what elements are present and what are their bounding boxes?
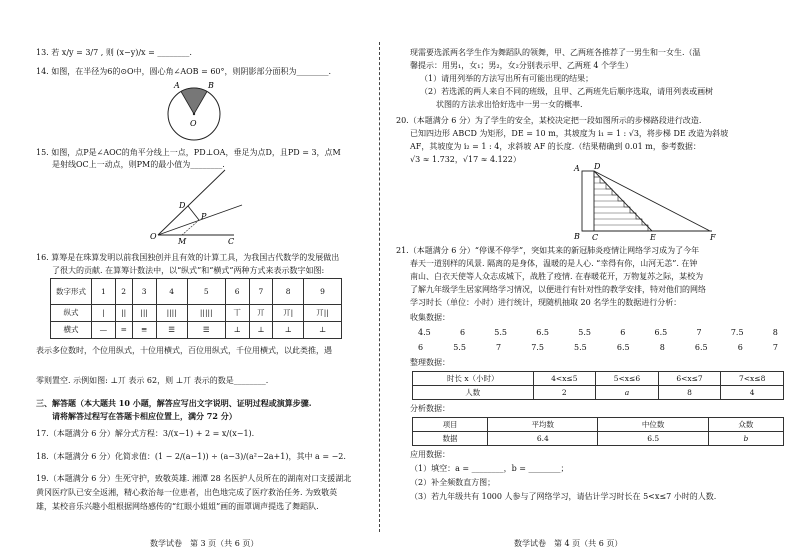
question-21-line4: 了解九年级学生居家网络学习情况，以便进行有针对性的教学安排，特对他们的网络 [410,285,706,294]
question-16-line4: 零则置空. 示例如图: ⊥丌 表示 62，则 ⊥丌 表示的数是________. [36,376,269,385]
rod-heng-cell: — [92,322,116,339]
figure-15-angle [150,165,250,247]
rod-heng-cell: ☰ [156,322,187,339]
sub-question-1: （1）填空：a = ________，b = ________； [410,464,569,473]
ana-cell: 数据 [413,432,488,446]
analyze-table [412,417,784,446]
question-20-line4: √3 ≈ 1.732，√17 ≈ 4.122） [410,155,521,164]
rod-heng-cell: ⊥ [225,322,249,339]
analyze-data-label: 分析数据： [410,404,450,413]
table-digit-cell: 2 [115,279,132,305]
table-digit-cell: 8 [273,279,304,305]
data-value: 5.5 [453,343,466,352]
data-value: 6.5 [654,328,668,337]
data-value: 6.5 [536,328,549,337]
organize-table [412,371,784,400]
data-row-2 [418,343,778,353]
org-cell: 8 [658,386,721,400]
ana-header-cell: 中位数 [598,418,708,432]
ana-cell: b [708,432,783,446]
fig20-label-a: A [574,164,580,173]
fig15-label-p: P [201,212,207,221]
table-heng-header: 横式 [51,322,92,339]
organize-data-label: 整理数据： [410,358,450,367]
table-digit-cell: 9 [304,279,342,305]
sub-question-2: （2）补全频数直方图； [410,478,496,487]
section-3-title-line1: 三、解答题（本大题共 10 小题，解答应写出文字说明、证明过程或演算步骤. [36,398,312,408]
rod-heng-cell: ═ [115,322,132,339]
rod-zong-cell: 丌 [249,305,273,322]
question-19-line1: 19.（本题满分 6 分）生死守护，致敬英雄. 湘潭 28 名医护人员所在的湖南对口支援湖北 [36,474,352,483]
table-digit-cell: 7 [249,279,273,305]
org-header-cell: 6<x≤7 [658,372,721,386]
data-value: 8 [772,328,778,337]
question-20-line2: 已知四边形 ABCD 为矩形，DE = 10 m，其坡度为 i₁ = 1 : √3，将步梯 DE 改造为斜坡 [410,129,729,138]
data-value: 4.5 [418,328,431,337]
right-footer: 数学试卷 第 4 页（共 6 页） [514,539,623,548]
data-value: 7 [696,328,702,337]
counting-rod-table [50,278,342,339]
section-3-title-line2: 请将解答过程写在答题卡相应位置上，满分 72 分） [52,411,237,421]
rod-zong-cell: 丅 [225,305,249,322]
figure-14-circle [162,78,232,156]
fig14-label-a: A [174,81,180,90]
fig20-label-d: D [594,163,601,171]
fig14-label-o: O [190,119,197,128]
table-digit-cell: 1 [92,279,116,305]
figure-20-stairs [572,163,722,241]
org-header-cell: 4<x≤5 [533,372,596,386]
org-header-cell: 时长 x（小时） [413,372,534,386]
question-16-line3: 表示多位数时，个位用纵式，十位用横式，百位用纵式，千位用横式，以此类推，遇 [36,346,332,355]
question-21-line2: 春天一道别样的风景. 隔离的是身体，温暖的是人心. “幸得有你，山河无恙”. 在钟 [410,259,698,268]
data-value: 5.5 [574,343,587,352]
ana-cell: 6.4 [488,432,598,446]
data-value: 6 [620,328,626,337]
question-21-line5: 学习时长（单位：小时）进行统计，现随机抽取 20 名学生的数据进行分析： [410,298,682,307]
q19-cont-line2: 馨提示：用男₁，女₁；男₂，女₂分别表示甲、乙两班 4 个学生） [410,61,634,70]
question-19-line2: 黄冈医疗队已安全返湘，精心救治每一位患者，出色地完成了医疗救治任务. 为致敬英 [36,488,338,497]
rod-zong-cell: ||||| [187,305,225,322]
question-19-line3: 雄，某校音乐兴趣小组根据网络感传的“红眼小姐姐”画的面罩调声提选了舞蹈队. [36,502,319,511]
table-digit-cell: 5 [187,279,225,305]
fig20-label-f: F [710,233,716,241]
data-value: 5.5 [494,328,508,337]
question-16-line2: 了很大的贡献. 在算筹计数法中，以“纵式”和“横式”两种方式来表示数字如图: [52,266,325,275]
ana-header-cell: 项目 [413,418,488,432]
question-13: 13. 若 x/y = 3/7 , 则 (x−y)/x = ________. [36,48,192,57]
data-value: 5.5 [578,328,591,337]
fig15-label-o: O [150,232,157,241]
ana-cell: 6.5 [598,432,708,446]
question-20-line3: AF，其坡度为 i₂ = 1 : 4，求斜坡 AF 的长度.（结果精确到 0.01 m，参考数据： [410,142,701,151]
left-page [0,0,380,560]
org-cell: 4 [721,386,784,400]
left-footer: 数学试卷 第 3 页（共 6 页） [150,539,259,548]
question-17: 17.（本题满分 6 分）解分式方程：3/(x−1) + 2 = x/(x−1). [36,429,255,438]
right-page [384,0,794,560]
sub-question-3: （3）若九年级共有 1000 人参与了网络学习，请估计学习时长在 5<x≤7 小时的人数. [410,492,717,501]
question-16-line1: 16. 算筹是在珠算发明以前我国独创并且有效的计算工具，为我国古代数学的发展做出 [36,253,340,262]
data-value: 6.5 [694,343,708,352]
org-cell: 2 [533,386,596,400]
rod-heng-cell: ⊥ [304,322,342,339]
rod-heng-cell: ☰ [187,322,225,339]
table-digit-cell: 3 [132,279,156,305]
data-row-1 [418,328,778,338]
rod-zong-cell: || [115,305,132,322]
fig15-label-d: D [179,201,186,210]
data-value: 7.5 [531,343,544,352]
fig15-label-c: C [228,237,235,246]
rod-heng-cell: ≡ [132,322,156,339]
question-21-line3: 南山、白衣天使等人众志成城下，战胜了疫情. 在春暖花开，万物复苏之际，某校为 [410,272,704,281]
ana-header-cell: 众数 [708,418,783,432]
fig14-label-b: B [208,81,214,90]
fig20-label-c: C [592,233,599,241]
question-18: 18.（本题满分 6 分）化简求值：(1 − 2/(a−1)) ÷ (a−3)/(a²−2a+1)，其中 a = −2. [36,452,346,461]
question-15-line1: 15. 如图，点P是∠AOC的角平分线上一点，PD⊥OA，垂足为点D，且PD = 3，点M [36,148,341,157]
rod-heng-cell: ⊥ [249,322,273,339]
rod-zong-cell: |||| [156,305,187,322]
collect-data-label: 收集数据： [410,313,450,322]
table-digit-cell: 4 [156,279,187,305]
data-value: 7 [496,343,502,352]
question-21-line1: 21.（本题满分 6 分）“停课不停学”，突如其来的新冠肺炎疫情让网络学习成为了今年 [396,246,700,255]
fig15-label-m: M [178,237,187,246]
fig20-label-e: E [650,233,656,241]
question-14: 14. 如图，在半径为6的⊙O中，圆心角∠AOB = 60°，则阴影部分面积为________. [36,67,332,76]
data-value: 6.5 [616,343,630,352]
org-header-cell: 5<x≤6 [596,372,659,386]
q19-part2-cont: 状图的方法求出恰好选中一男一女的概率. [436,100,583,109]
q19-cont-line1: 现需要选派两名学生作为舞蹈队的领舞，甲、乙两班各推荐了一男生和一女生.（温 [410,48,701,57]
org-header-cell: 7<x≤8 [721,372,784,386]
q19-part1: （1）请用列举的方法写出所有可能出现的结果； [420,74,594,83]
question-15-line2: 是射线OC上一动点，则PM的最小值为________. [52,160,225,169]
rod-heng-cell: ⊥ [273,322,304,339]
table-digit-header: 数字形式 [51,279,92,305]
data-value: 6 [737,343,743,352]
rod-zong-cell: 丌|| [304,305,342,322]
data-value: 7.5 [730,328,744,337]
rod-zong-cell: 丌| [273,305,304,322]
fig20-label-b: B [574,232,580,241]
ana-header-cell: 平均数 [488,418,598,432]
data-value: 6 [459,328,466,337]
org-cell: 人数 [413,386,534,400]
apply-data-label: 应用数据： [410,450,450,459]
table-digit-cell: 6 [225,279,249,305]
table-zong-header: 纵式 [51,305,92,322]
data-value: 6 [418,343,424,352]
q19-part2: （2）若选派的两人来自不同的班级，且甲、乙两班先后顺序选取，请用列表或画树 [420,87,714,96]
question-20-line1: 20.（本题满分 6 分）为了学生的安全，某校决定把一段如图所示的步梯路段进行改造. [396,116,702,125]
data-value: 7 [772,343,778,352]
rod-zong-cell: ||| [132,305,156,322]
data-value: 8 [659,343,665,352]
rod-zong-cell: | [92,305,116,322]
org-cell: a [596,386,659,400]
